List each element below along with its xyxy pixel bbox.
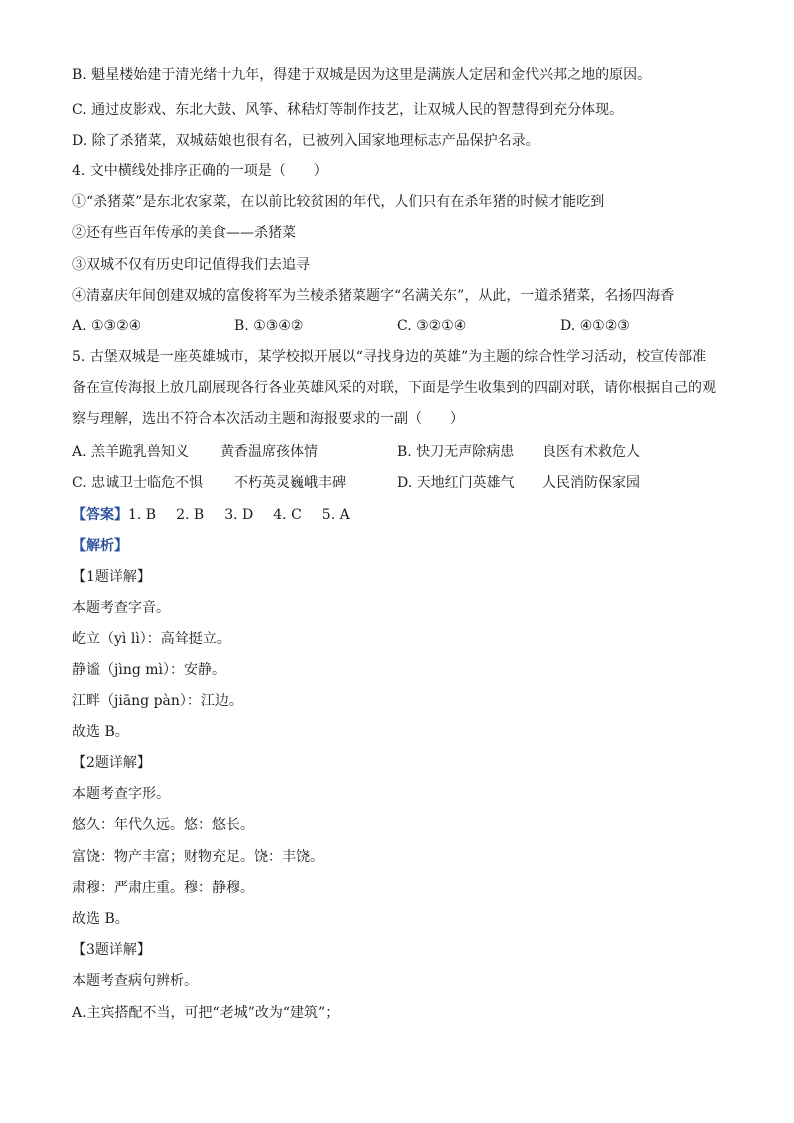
answer-4: 4. C [273,507,302,523]
detail-3-line-1: A.主宾搭配不当，可把“老城”改为“建筑”； [72,1005,340,1021]
answer-1: 1. B [128,507,157,523]
answer-2: 2. B [176,507,205,523]
q3-option-d: D. 除了杀猪菜，双城菇娘也很有名，已被列入国家地理标志产品保护名录。 [72,133,540,149]
detail-2-line-2: 富饶：物产丰富；财物充足。饶：丰饶。 [72,849,324,865]
detail-2-line-3: 肃穆：严肃庄重。穆：静穆。 [72,880,254,896]
q4-stem: 4. 文中横线处排序正确的一项是（ ） [72,163,328,179]
detail-1-line-2: 静谧（jìng mì）：安静。 [72,662,226,678]
detail-2-line-1: 悠久：年代久远。悠：悠长。 [72,817,254,833]
q4-options [72,317,722,335]
q3-option-c: C. 通过皮影戏、东北大鼓、风筝、秫秸灯等制作技艺，让双城人民的智慧得到充分体现。 [72,102,624,118]
q5-options-row-2 [72,474,722,492]
analysis-label: 【解析】 [72,538,128,554]
detail-1-line-3: 江畔（jiāng pàn）：江边。 [72,693,243,709]
q4-item-1: ①“杀猪菜”是东北农家菜，在以前比较贫困的年代，人们只有在杀年猪的时候才能吃到 [72,194,605,210]
detail-2-intro: 本题考查字形。 [72,786,170,802]
q4-option-c: C. ③②①④ [397,318,467,334]
detail-1-line-1: 屹立（yì lì）：高耸挺立。 [72,631,231,647]
q5-option-b-second: 良医有术救危人 [542,444,640,460]
q3-option-b: B. 魁星楼始建于清光绪十九年，得建于双城是因为这里是满族人定居和金代兴邦之地的原因。 [72,67,652,83]
q5-option-c-second: 不朽英灵巍峨丰碑 [234,475,346,491]
detail-3-title: 【3题详解】 [72,942,151,958]
answer-5: 5. A [321,507,350,523]
q5-stem-line-3: 察与理解，选出不符合本次活动主题和海报要求的一副（ ） [72,411,464,427]
q5-option-a-second: 黄香温席孩体情 [220,444,318,460]
q5-option-d-second: 人民消防保家园 [542,475,640,491]
q4-item-4: ④清嘉庆年间创建双城的富俊将军为兰棱杀猪菜题字“名满关东”，从此，一道杀猪菜，名扬四海香 [72,288,675,304]
answer-label: 【答案】 [72,507,128,523]
q5-option-b-first: B. 快刀无声除病患 [397,444,515,460]
answer-line [72,506,350,524]
q5-options-row-1 [72,443,722,461]
detail-1-conclusion: 故选 B。 [72,724,129,740]
q5-stem-line-2: 备在宣传海报上放几副展现各行各业英雄风采的对联，下面是学生收集到的四副对联，请你根据自己的观 [72,380,716,396]
q5-stem-line-1: 5. 古堡双城是一座英雄城市，某学校拟开展以“寻找身边的英雄”为主题的综合性学习活动，校宣传部准 [72,349,707,365]
detail-3-intro: 本题考查病句辨析。 [72,973,198,989]
detail-1-title: 【1题详解】 [72,569,151,585]
detail-2-conclusion: 故选 B。 [72,911,129,927]
q4-option-b: B. ①③④② [234,318,304,334]
q5-option-c-first: C. 忠诚卫士临危不惧 [72,475,204,491]
q5-option-a-first: A. 羔羊跪乳兽知义 [72,444,190,460]
q5-option-d-first: D. 天地红门英雄气 [397,475,515,491]
answer-3: 3. D [224,507,254,523]
q4-option-d: D. ④①②③ [560,318,630,334]
q4-item-3: ③双城不仅有历史印记值得我们去追寻 [72,257,310,273]
q4-item-2: ②还有些百年传承的美食——杀猪菜 [72,225,296,241]
detail-1-intro: 本题考查字音。 [72,600,170,616]
q4-option-a: A. ①③②④ [72,318,142,334]
detail-2-title: 【2题详解】 [72,755,151,771]
